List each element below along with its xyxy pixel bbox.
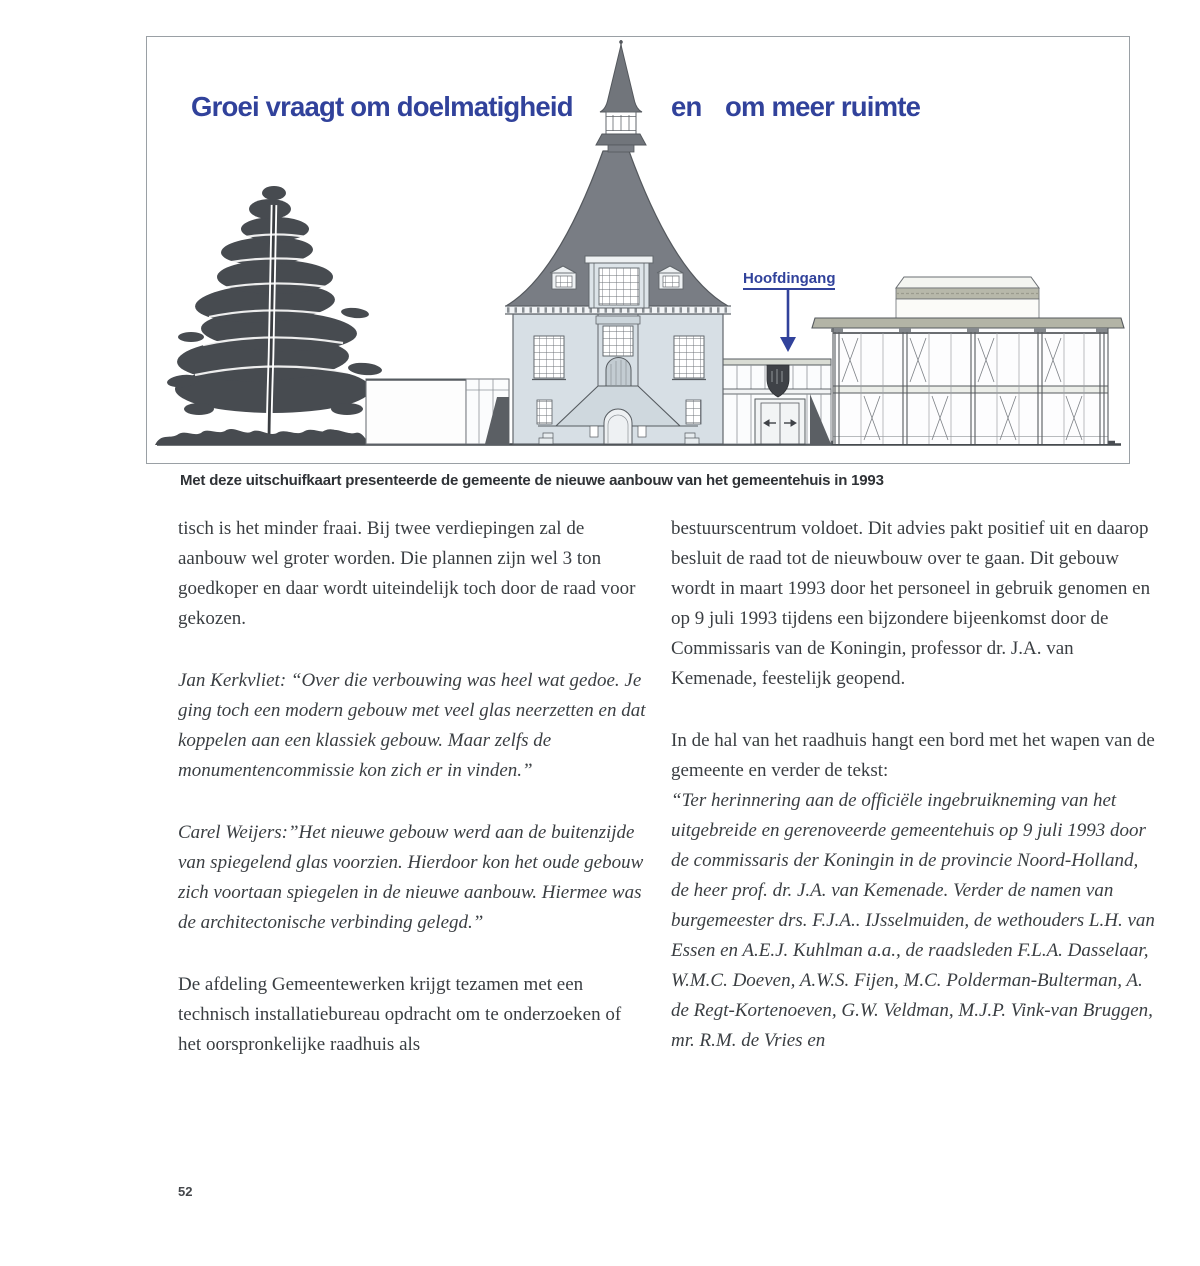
- figure-title-right: om meer ruimte: [725, 91, 921, 122]
- entrance-doors: [755, 399, 805, 444]
- paragraph: tisch is het minder fraai. Bij twee verdiepingen zal de aanbouw wel groter worden. Die plannen zijn wel 3 ton goedkoper en daar wordt uiteindelijk toch door de raad voor gekozen.: [178, 518, 636, 629]
- figure-caption: Met deze uitschuifkaart presenteerde de gemeente de nieuwe aanbouw van het gemeentehuis in 1993: [180, 472, 884, 489]
- central-dormer: [585, 256, 653, 308]
- paragraph: De afdeling Gemeentewerken krijgt tezamen met een technisch installatiebureau opdracht om te onderzoeken of het oorspronkelijke raadhuis als: [178, 974, 622, 1055]
- paragraph-quote: Jan Kerkvliet: “Over die verbouwing was heel wat gedoe. Je ging toch een modern gebouw met veel glas neerzetten en dat koppelen aan een klassiek gebouw. Maar zelfs de monumentencommissie kon zich er in vinden.”: [178, 670, 646, 781]
- low-annex: [366, 379, 509, 444]
- page-number: 52: [178, 1184, 193, 1199]
- paragraph-quote: Carel Weijers:”Het nieuwe gebouw werd aan de buitenzijde van spiegelend glas voorzien. Hierdoor kon het oude gebouw zich voortaan spiegelen in de nieuwe aanbouw. Hiermee was de architectonische verbinding gelegd.”: [178, 822, 644, 933]
- rooftop-box: [896, 277, 1039, 318]
- paragraph-quote: “Ter herinnering aan de officiële ingebruikneming van het uitgebreide en gerenoveerde gemeentehuis op 9 juli 1993 door de commissaris der Koningin in de provincie Noord-Holland, de heer prof. dr. J.A. van Kemenade. Verder de namen van burgemeester drs. F.J.A.. IJsselmuiden, de wethouders L.H. van Essen en A.E.J. Kuhlman a.a., de raadsleden F.L.A. Dasselaar, W.M.C. Doeven, A.W.S. Fijen, M.C. Polderman-Bulterman, A. de Regt-Kortenoeven, G.W. Veldman, M.J.P. Vink-van Bruggen, mr. R.M. de Vries en: [671, 790, 1155, 1051]
- roof-slab: [812, 318, 1124, 328]
- paragraph: bestuurscentrum voldoet. Dit advies pakt positief uit en daarop besluit de raad tot de nieuwbouw over te gaan. Dit gebouw wordt in maart 1993 door het personeel in gebruik genomen en op 9 juli 1993 tijdens een bijzondere bijeenkomst door de Commissaris van de Koningin, professor dr. J.A. van Kemenade, feestelijk geopend.: [671, 518, 1151, 689]
- figure-title-left: Groei vraagt om doelmatigheid: [191, 91, 573, 122]
- pine-tree: [155, 186, 382, 445]
- paragraph: In de hal van het raadhuis hangt een bord met het wapen van de gemeente en verder de tekst:: [671, 730, 1155, 781]
- text-column-left: [178, 514, 648, 1060]
- figure-title-mid: en: [671, 91, 702, 122]
- down-arrow-icon: [780, 289, 796, 352]
- hoofdingang-label: Hoofdingang: [743, 270, 835, 290]
- entrance-connector: [723, 359, 831, 444]
- text-column-right: [671, 514, 1155, 1056]
- glass-extension: [812, 277, 1124, 444]
- illustration-frame: [146, 36, 1130, 464]
- spire: [596, 40, 646, 152]
